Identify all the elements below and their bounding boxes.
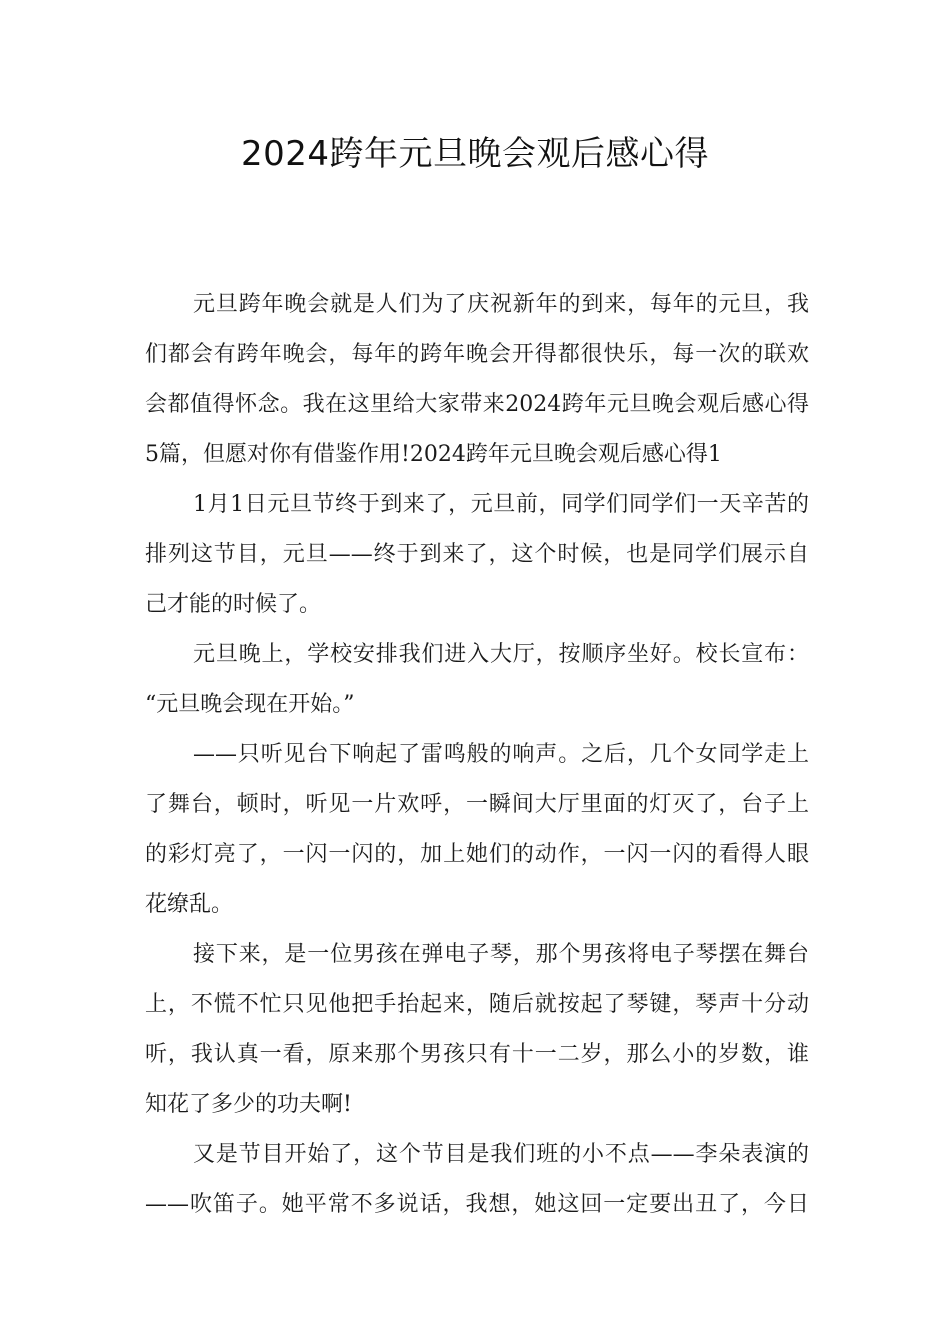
text-line: 听，我认真一看，原来那个男孩只有十一二岁，那么小的岁数，谁 xyxy=(145,1042,809,1067)
text-line: 的彩灯亮了，一闪一闪的，加上她们的动作，一闪一闪的看得人眼 xyxy=(145,842,809,867)
text-line: 花缭乱。 xyxy=(145,892,234,917)
text-line: 又是节目开始了，这个节目是我们班的小不点——李朵表演的 xyxy=(193,1142,809,1167)
text-line: 上，不慌不忙只见他把手抬起来，随后就按起了琴键，琴声十分动 xyxy=(145,992,809,1017)
text-line: 了舞台，顿时，听见一片欢呼，一瞬间大厅里面的灯灭了，台子上 xyxy=(145,792,809,817)
text-line: 会都值得怀念。我在这里给大家带来2024跨年元旦晚会观后感心得 xyxy=(145,392,809,417)
text-line: 元旦晚上，学校安排我们进入大厅，按顺序坐好。校长宣布： xyxy=(193,642,809,667)
text-line: ——只听见台下响起了雷鸣般的响声。之后，几个女同学走上 xyxy=(193,742,809,767)
text-line: ——吹笛子。她平常不多说话，我想，她这回一定要出丑了，今日 xyxy=(145,1192,809,1217)
text-line: 们都会有跨年晚会，每年的跨年晚会开得都很快乐，每一次的联欢 xyxy=(145,342,809,367)
text-line: 己才能的时候了。 xyxy=(145,592,322,617)
text-line: “元旦晚会现在开始。” xyxy=(145,692,355,717)
text-line: 接下来，是一位男孩在弹电子琴，那个男孩将电子琴摆在舞台 xyxy=(193,942,809,967)
text-line: 5篇，但愿对你有借鉴作用!2024跨年元旦晚会观后感心得1 xyxy=(145,442,722,467)
text-line: 1月1日元旦节终于到来了，元旦前，同学们同学们一天辛苦的 xyxy=(193,492,809,517)
text-line: 排列这节目，元旦——终于到来了，这个时候，也是同学们展示自 xyxy=(145,542,809,567)
document-title: 2024跨年元旦晚会观后感心得 xyxy=(240,134,710,174)
document-body xyxy=(145,280,809,1230)
text-line: 元旦跨年晚会就是人们为了庆祝新年的到来，每年的元旦，我 xyxy=(193,292,809,317)
text-line: 知花了多少的功夫啊! xyxy=(145,1092,352,1117)
